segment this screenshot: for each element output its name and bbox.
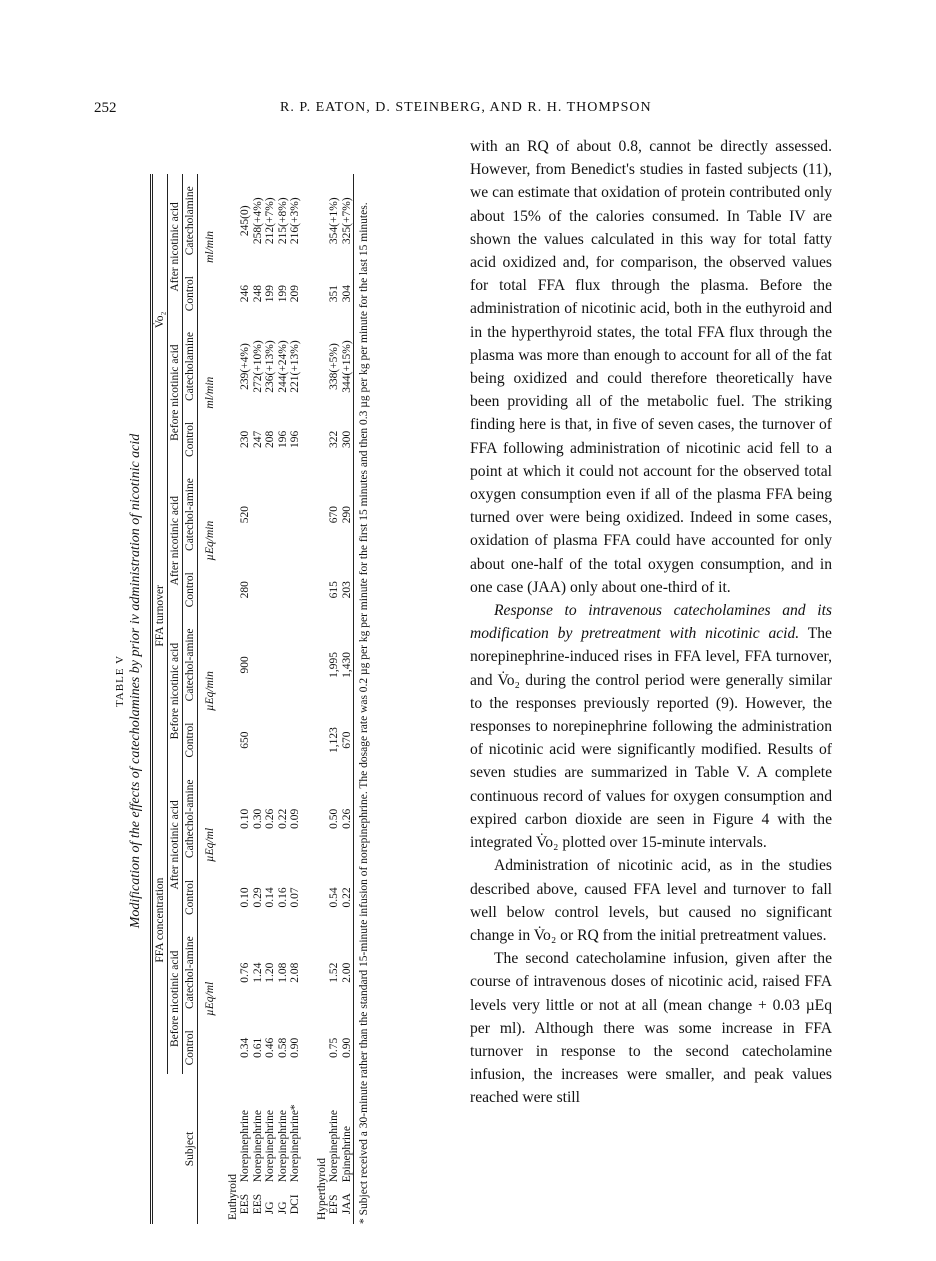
col-catecholamine: Catechol-amine [183,924,198,1022]
value-cell: 0.75 [328,1037,340,1058]
table-footnote: * Subject received a 30-minute rather than the standard 15-minute infusion of norepinephrine. The dosage rate was 0.2 µg per kg per minute for the first 15 minutes and then 0.3 µg per kg per minute for the last 15 minutes. [358,202,370,1224]
value-cell: 248 [251,285,264,303]
subject-id: EFS [328,1194,340,1215]
drug: Norepinephrine* [289,1104,301,1183]
value-cell: 0.76 [239,962,251,983]
col-control: Control [183,564,198,616]
paragraph [470,599,832,854]
value-cell: 0.54 [328,887,340,908]
group-vo2: V̇o₂ [152,174,168,466]
value-cell [264,616,277,714]
sub-after: After nicotinic acid [168,466,183,616]
col-control: Control [183,871,198,923]
value-cell [277,564,290,616]
col-control: Control [183,413,198,465]
value-cell: 615 [328,581,340,599]
drug: Norepinephrine [276,1110,289,1183]
value-cell [252,564,265,616]
value-cell: 239(+4%) [239,343,251,390]
value-cell: 0.90 [340,1037,353,1058]
value-cell: 900 [239,656,251,674]
sub-before: Before nicotinic acid [168,616,183,766]
value-cell: 208 [264,430,276,449]
subject-id: JG [264,1201,276,1215]
value-cell: 0.58 [276,1037,289,1058]
unit-turn: µEq/min [204,520,216,561]
running-title: R. P. EATON, D. STEINBERG, AND R. H. THOMPSON [280,100,652,115]
unit-vo2: ml/min [204,376,216,409]
section-row [316,174,329,1224]
table-body [198,174,354,1224]
subject-id: EES [239,1193,251,1215]
drug: Norepinephrine [264,1110,276,1183]
value-cell: 216(+3%) [289,197,301,245]
value-cell [252,466,265,564]
unit-vo2: ml/min [204,230,216,263]
value-cell: 0.14 [264,887,276,908]
value-cell [264,564,277,616]
table-caption: Modification of the effects of catecholamines by prior iv administration of nicotinic acid [128,433,143,929]
col-catecholamine: Catechol-amine [183,466,198,564]
value-cell: 196 [276,430,289,449]
value-cell: 272(+10%) [251,340,264,393]
sub-after: After nicotinic acid [168,174,183,320]
value-cell: 230 [239,430,251,449]
value-cell: 215(+8%) [276,197,289,245]
value-cell: 0.22 [340,887,353,908]
value-cell: 300 [340,430,353,449]
value-cell: 670 [340,731,353,749]
value-cell: 0.46 [264,1037,276,1058]
paragraph: Administration of nicotinic acid, as in the studies described above, caused FFA level and turnover to fall well below control levels, but caused no significant change in V̇o₂ or RQ from the initial pretreatment values. [470,857,832,944]
subject-cell [289,1074,302,1224]
value-cell: 0.90 [289,1037,301,1058]
value-cell: 258(+4%) [251,197,264,245]
sub-after: After nicotinic acid [168,766,183,923]
col-catecholamine: Cathechol-amine [183,766,198,871]
value-cell: 0.61 [251,1037,264,1058]
value-cell: 246 [239,285,251,303]
subject-id: JG [276,1201,289,1215]
value-cell: 199 [276,285,289,303]
value-cell: 245(0) [239,205,251,237]
value-cell: 1.20 [264,962,276,983]
value-cell: 0.34 [239,1037,251,1058]
unit-conc: µEq/ml [204,827,216,862]
unit-turn: µEq/min [204,671,216,712]
value-cell: 322 [328,430,340,449]
table-row [341,174,354,1224]
col-catecholamine: Catecholamine [183,320,198,413]
value-cell [289,616,302,714]
value-cell [252,714,265,766]
table-row [239,174,252,1224]
value-cell: 1.52 [328,962,340,983]
value-cell: 247 [251,430,264,449]
value-cell: 236(+13%) [264,340,276,393]
value-cell: 338(+5%) [328,343,340,390]
value-cell: 0.26 [340,808,353,829]
col-subject: Subject [152,1074,198,1224]
subject-cell [239,1074,252,1224]
paragraph: The second catecholamine infusion, given after the course of intravenous doses of nicotinic acid, raised FFA levels very little or not at all (mean change + 0.03 µEq per ml). Although there was some increase in FFA turnover in response to the second catecholamine infusion, the increases were smaller, and peak values reached were still [470,950,832,1107]
subject-id: DCI [289,1194,301,1215]
value-cell: 221(+13%) [289,340,301,393]
page-number: 252 [94,100,117,116]
col-control: Control [183,268,198,320]
value-cell: 0.10 [239,887,251,908]
value-cell: 325(+7%) [340,197,353,245]
table-row [277,174,290,1224]
data-table [150,174,354,1224]
value-cell: 0.30 [251,808,264,829]
value-cell [277,616,290,714]
value-cell [289,466,302,564]
col-control: Control [183,1022,198,1074]
value-cell [289,564,302,616]
table-row [264,174,277,1224]
drug: Epinephrine [340,1126,353,1183]
value-cell: 1,995 [328,651,340,678]
value-cell: 0.26 [264,808,276,829]
col-catecholamine: Catechol-amine [183,616,198,714]
value-cell [264,714,277,766]
value-cell: 0.10 [239,808,251,829]
table-row [328,174,341,1224]
value-cell: 290 [340,505,353,524]
subject-cell [341,1074,354,1224]
spacer-row [302,174,316,1224]
value-cell: 1.08 [276,962,289,983]
value-cell: 203 [340,581,353,599]
value-cell: 1,123 [328,727,340,754]
section-heading: Response to intravenous catecholamines and its modification by pretreatment with nicotinic acid. [470,602,832,643]
drug: Norepinephrine [251,1110,264,1183]
value-cell: 0.07 [289,887,301,908]
subject-id: JAA [340,1193,353,1215]
value-cell: 280 [239,581,251,599]
drug: Norepinephrine [328,1110,340,1183]
value-cell [289,714,302,766]
value-cell [277,714,290,766]
value-cell: 0.22 [276,808,289,829]
subject-cell [328,1074,341,1224]
value-cell: 0.09 [289,808,301,829]
table-row [289,174,302,1224]
subject-cell [264,1074,277,1224]
value-cell: 2.00 [340,962,353,983]
subject-cell [252,1074,265,1224]
paragraph-text: The norepinephrine-induced rises in FFA level, FFA turnover, and V̇o₂ during the control period were generally similar to the responses previously reported (9). However, the responses to norepinephrine following the administration of nicotinic acid were significantly modified. Results of seven studies are summarized in Table V. A complete continuous record of values for oxygen consumption and expired carbon dioxide are seen in Figure 4 with the integrated V̇o₂ plotted over 15-minute intervals. [470,625,832,852]
col-catecholamine: Catecholamine [183,174,198,268]
table-label: TABLE V [114,654,126,708]
value-cell: 1.24 [251,962,264,983]
section-row [227,174,240,1224]
group-ffa-concentration: FFA concentration [152,766,168,1074]
value-cell: 209 [289,285,301,303]
unit-conc: µEq/ml [204,981,216,1016]
subject-id: EES [251,1193,264,1215]
value-cell: 0.29 [251,887,264,908]
value-cell: 2.08 [289,962,301,983]
subject-cell [277,1074,290,1224]
value-cell [252,616,265,714]
value-cell [264,466,277,564]
value-cell: 520 [239,505,251,524]
value-cell: 199 [264,285,276,303]
value-cell: 351 [328,285,340,303]
rotated-table-v [114,134,430,1228]
sub-before: Before nicotinic acid [168,924,183,1074]
value-cell: 244(+24%) [276,340,289,393]
section-label: Euthyroid [226,1174,239,1220]
body-column [470,135,832,1110]
col-control: Control [183,714,198,766]
value-cell: 354(+1%) [328,197,340,245]
value-cell: 304 [340,285,353,303]
value-cell: 212(+7%) [264,197,276,245]
paragraph: with an RQ of about 0.8, cannot be directly assessed. However, from Benedict's studies in fasted subjects (11), we can estimate that oxidation of protein contributed only about 15% of the calories consumed. In Table IV are shown the values calculated in this way for total fatty acid oxidized and, for comparison, the observed values for total FFA flux through the plasma. Before the administration of nicotinic acid, both in the euthyroid and in the hyperthyroid states, the total FFA flux through the plasma was more than enough to account for all of the fat being oxidized and could therefore theoretically have been providing all of the metabolic fuel. The striking finding here is that, in five of seven cases, the turnover of FFA following administration of nicotinic acid fell to a point at which it could not account for the observed total oxygen consumption even if all of the plasma FFA being turned over were being oxidized. Indeed in some cases, oxidation of plasma FFA could have accounted for only about one-half of the total oxygen consumption, and in one case (JAA) only about one-third of it. [470,138,832,596]
group-ffa-turnover: FFA turnover [152,466,168,767]
value-cell [277,466,290,564]
section-label: Hyperthyroid [315,1158,328,1220]
drug: Norepinephrine [239,1110,251,1183]
value-cell: 0.16 [276,887,289,908]
table-row [252,174,265,1224]
value-cell: 1,430 [340,651,353,678]
value-cell: 196 [289,430,301,449]
value-cell: 650 [239,731,251,749]
value-cell: 670 [328,505,340,524]
sub-before: Before nicotinic acid [168,320,183,466]
value-cell: 0.50 [328,808,340,829]
value-cell: 344(+15%) [340,340,353,393]
